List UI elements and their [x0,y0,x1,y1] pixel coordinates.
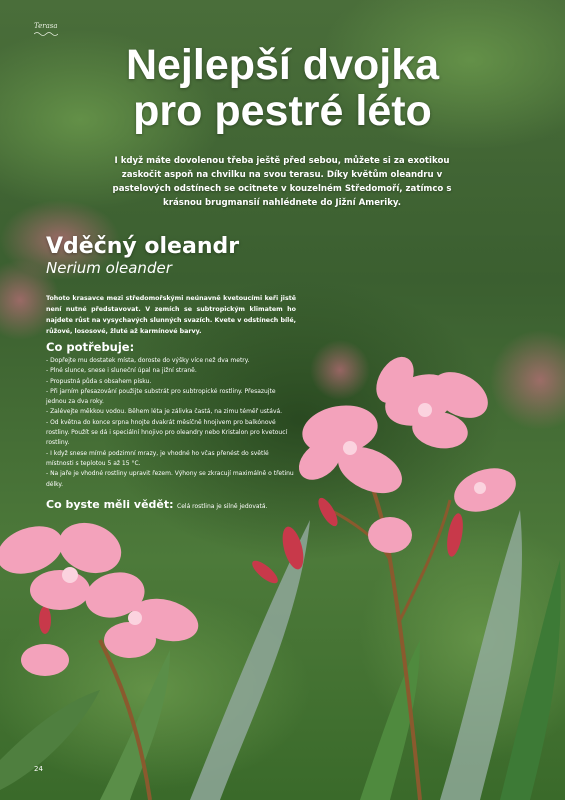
plant-name-heading: Vděčný oleandr [46,234,240,259]
wave-ornament-icon [34,31,58,36]
care-item: - I když snese mírné podzimní mrazy, je vhodné ho včas přenést do světlé místnosti s teplotou 5 až 15 °C. [46,449,269,467]
page-title [0,42,565,134]
care-item: - Zalévejte měkkou vodou. Během léta je zálivka častá, na zimu téměř ustává. [46,408,283,416]
plant-latin-name: Nerium oleander [46,259,172,277]
page-number: 24 [34,765,43,773]
did-you-know-label: Co byste měli vědět: [46,498,174,511]
title-line-1: Nejlepší dvojka [125,41,440,89]
section-tag: Terasa [34,22,58,30]
care-item: - Plné slunce, snese i sluneční úpal na jižní straně. [46,367,197,375]
care-heading: Co potřebuje: [46,340,135,354]
care-item: - Od května do konce srpna hnojte dvakrát měsíčně hnojivem pro balkónové rostliny. Použít se dá i speciální hnojivo pro oleandry nebo Kristalon pro kvetoucí rostliny. [46,418,288,447]
did-you-know-text: Celá rostlina je silně jedovatá. [177,503,268,510]
intro-paragraph: I když máte dovolenou třeba ještě před sebou, můžete si za exotikou zaskočit aspoň na chvilku na svou terasu. Díky květům oleandru v pastelových odstínech se ocitnete v kouzelném Středomoří, zatímco s krásnou brugmansií nahlédnete do Jižní Ameriky. [112,156,452,208]
did-you-know [46,498,306,511]
care-item: - Při jarním přesazování použijte substrát pro subtropické rostliny. Přesazujte jednou za dva roky. [46,387,276,406]
plant-description: Tohoto krasavce mezi středomořskými neúnavně kvetoucími keři jistě není nutné představovat. V zemích se subtropickým klimatem ho najdete růst na vysychavých slunných svazích. Kvete v odstínech bílé, růžové, lososové, žluté až karmínové barvy. [46,295,296,335]
care-list [46,356,296,490]
title-line-2: pro pestré léto [133,87,432,135]
care-item: - Na jaře je vhodné rostliny upravit řezem. Výhony se zkracují maximálně o třetinu délky. [46,470,294,488]
care-item: - Propustná půda s obsahem písku. [46,377,152,385]
care-item: - Dopřejte mu dostatek místa, doroste do výšky více než dva metry. [46,357,250,364]
